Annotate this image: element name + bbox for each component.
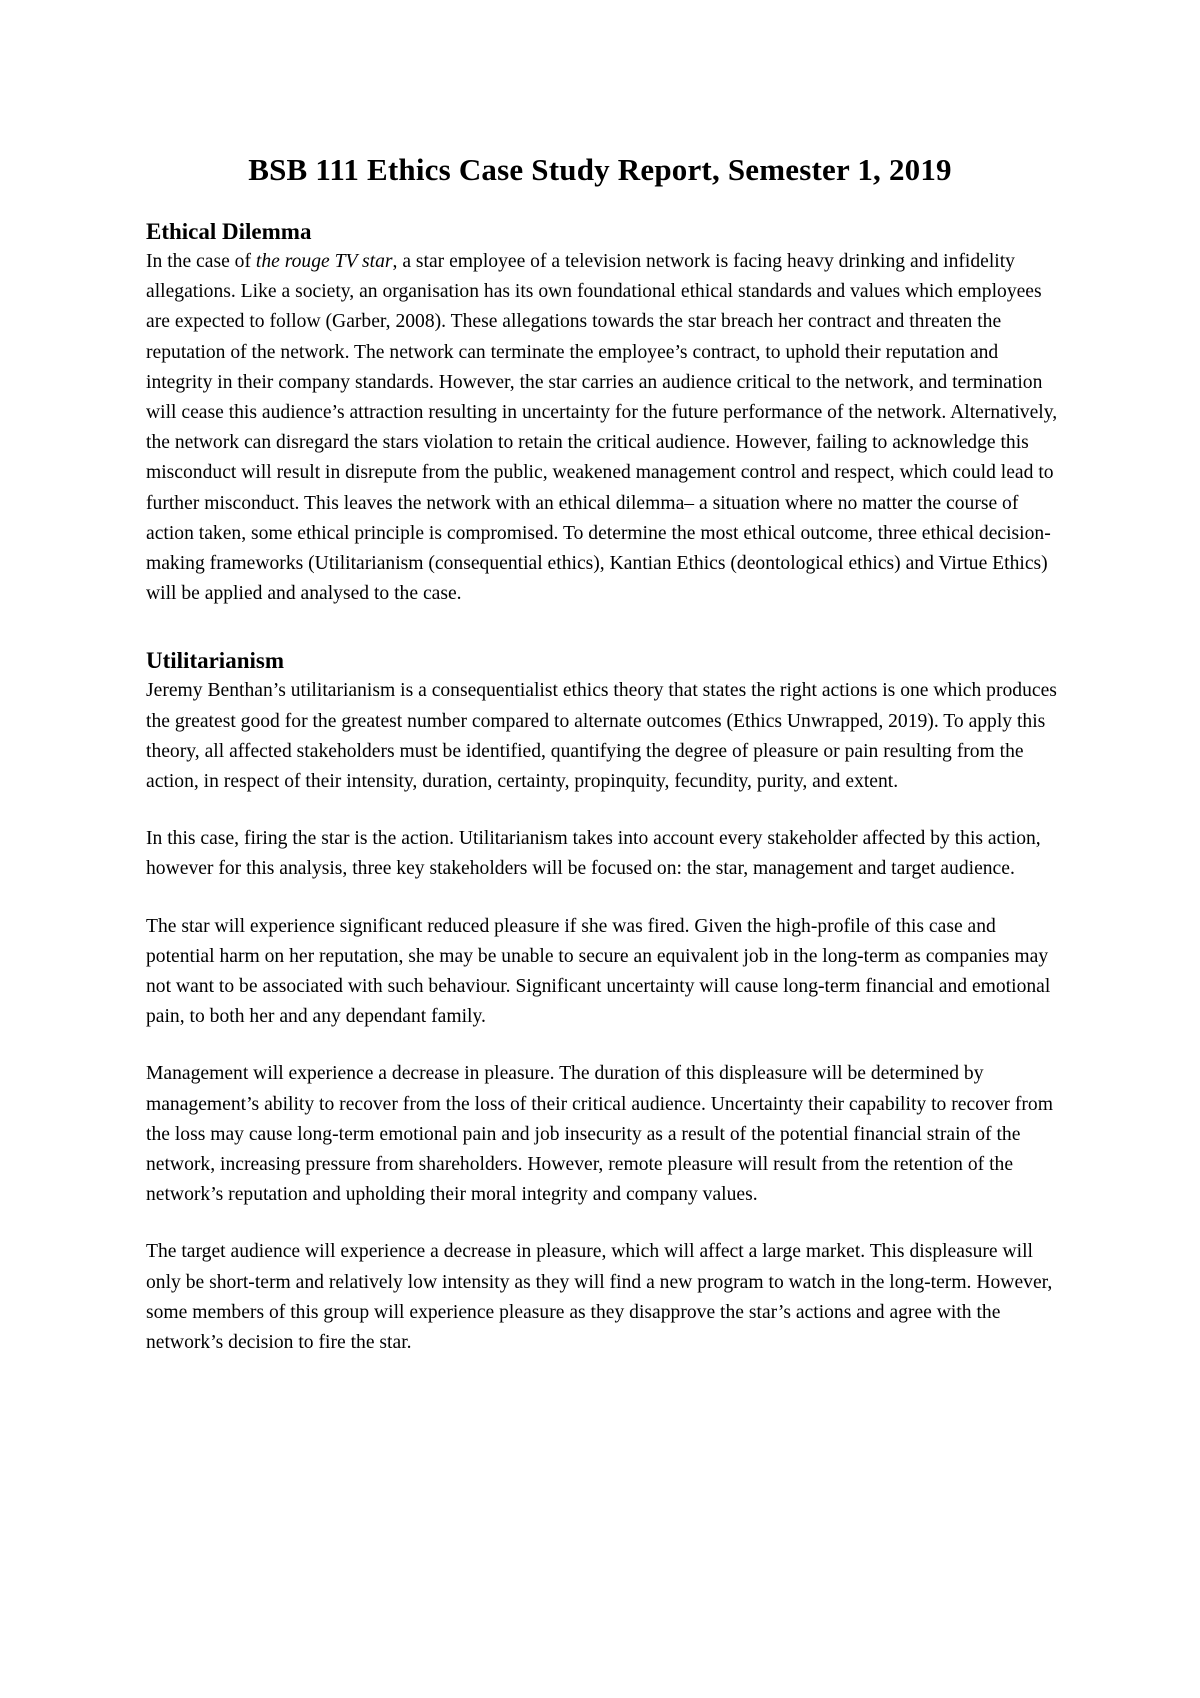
- section-heading-utilitarianism: Utilitarianism: [146, 648, 284, 674]
- paragraph-utilitarianism-definition: Jeremy Benthan’s utilitarianism is a consequentialist ethics theory that states the right actions is one which produces the greatest good for the greatest number compared to alternate outcomes (Ethics Unwrapped, 2019). To apply this theory, all affected stakeholders must be identified, quantifying the degree of pleasure or pain resulting from the action, in respect of their intensity, duration, certainty, propinquity, fecundity, purity, and extent.: [146, 680, 1057, 793]
- paragraph-spacer: [146, 1032, 1066, 1059]
- paragraph-utilitarianism-action: In this case, firing the star is the action. Utilitarianism takes into account every stakeholder affected by this action, however for this analysis, three key stakeholders will be focused on: the star, management and target audience.: [146, 828, 1041, 880]
- section-ethical-dilemma: [146, 217, 1066, 609]
- paragraph-text-lead: In the case of: [146, 251, 256, 272]
- paragraph-spacer: [146, 885, 1066, 912]
- paragraph-ethical-dilemma: [146, 247, 1066, 609]
- section-heading-ethical-dilemma: Ethical Dilemma: [146, 219, 312, 244]
- paragraph-utilitarianism-management: Management will experience a decrease in pleasure. The duration of this displeasure will be determined by management’s ability to recover from the loss of their critical audience. Uncertainty their capability to recover from the loss may cause long-term emotional pain and job insecurity as a result of the potential financial strain of the network, increasing pressure from shareholders. However, remote pleasure will result from the retention of the network’s reputation and upholding their moral integrity and company values.: [146, 1063, 1053, 1206]
- section-spacer: [146, 609, 1066, 646]
- paragraph-utilitarianism-star: The star will experience significant reduced pleasure if she was fired. Given the high-profile of this case and potential harm on her reputation, she may be unable to secure an equivalent job in the long-term as companies may not want to be associated with such behaviour. Significant uncertainty will cause long-term financial and emotional pain, to both her and any dependant family.: [146, 915, 1051, 1028]
- document-body: [146, 217, 1066, 1358]
- case-name-italic: the rouge TV star: [255, 251, 393, 272]
- paragraph-text-rest: , a star employee of a television network is facing heavy drinking and infidelity allegations. Like a society, an organisation has its own foundational ethical standards and values which employees are expected to follow (Garber, 2008). These allegations towards the star breach her contract and threaten the reputation of the network. The network can terminate the employee’s contract, to uphold their reputation and integrity in their company standards. However, the star carries an audience critical to the network, and termination will cease this audience’s attraction resulting in uncertainty for the future performance of the network. Alternatively, the network can disregard the stars violation to retain the critical audience. However, failing to acknowledge this misconduct will result in disrepute from the public, weakened management control and respect, which could lead to further misconduct. This leaves the network with an ethical dilemma– a situation where no matter the course of action taken, some ethical principle is compromised. To determine the most ethical outcome, three ethical decision-making frameworks (Utilitarianism (consequential ethics), Kantian Ethics (deontological ethics) and Virtue Ethics) will be applied and analysed to the case.: [146, 251, 1058, 605]
- paragraph-spacer: [146, 797, 1066, 824]
- document-title: BSB 111 Ethics Case Study Report, Semester 1, 2019: [248, 152, 952, 187]
- paragraph-spacer: [146, 1210, 1066, 1237]
- paragraph-utilitarianism-audience: The target audience will experience a decrease in pleasure, which will affect a large market. This displeasure will only be short-term and relatively low intensity as they will find a new program to watch in the long-term. However, some members of this group will experience pleasure as they disapprove the star’s actions and agree with the network’s decision to fire the star.: [146, 1241, 1053, 1354]
- section-utilitarianism: [146, 646, 1066, 1358]
